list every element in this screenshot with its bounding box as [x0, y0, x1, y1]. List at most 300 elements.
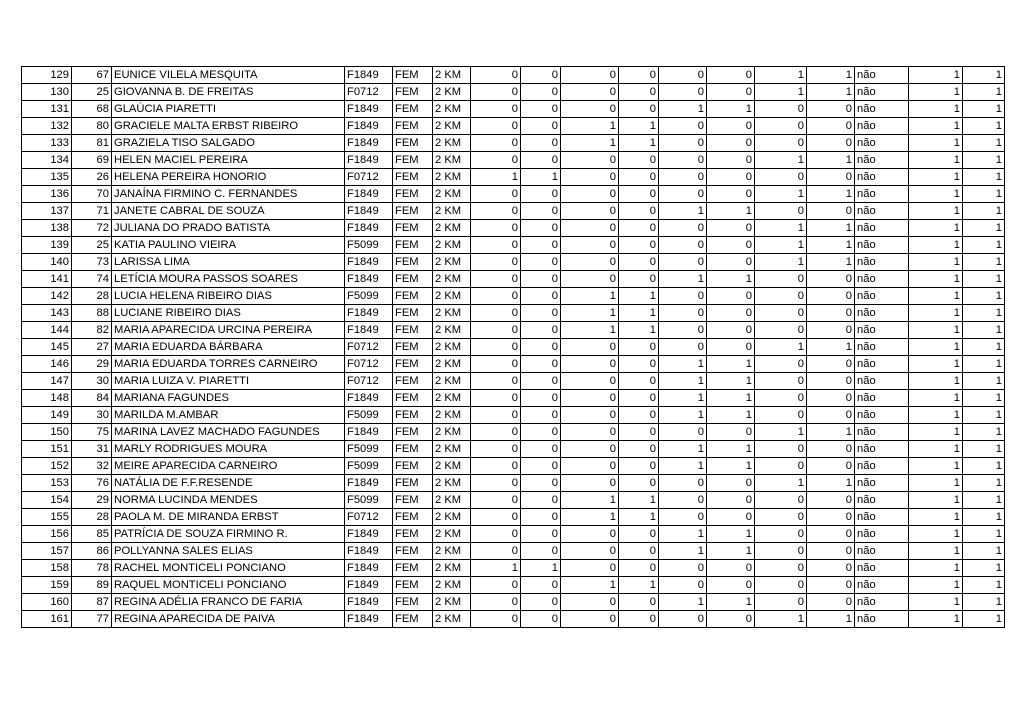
cell-sex: FEM: [393, 560, 433, 577]
cell-count-b: 1: [963, 441, 1005, 458]
cell-value-8: 0: [807, 135, 855, 152]
cell-count-a: 1: [909, 543, 963, 560]
cell-value-3: 0: [561, 543, 619, 560]
cell-bib-number: 70: [72, 186, 112, 203]
cell-count-b: 1: [963, 101, 1005, 118]
table-row: [22, 594, 1005, 611]
cell-value-7: 0: [755, 526, 807, 543]
cell-value-4: 0: [619, 186, 659, 203]
cell-value-4: 0: [619, 356, 659, 373]
table-row: [22, 458, 1005, 475]
cell-count-b: 1: [963, 560, 1005, 577]
cell-flag: não: [855, 475, 909, 492]
cell-value-6: 0: [707, 560, 755, 577]
cell-category: F1849: [345, 152, 393, 169]
cell-value-1: 0: [471, 373, 521, 390]
cell-value-1: 1: [471, 560, 521, 577]
cell-position: 160: [22, 594, 72, 611]
cell-flag: não: [855, 169, 909, 186]
cell-value-7: 0: [755, 560, 807, 577]
cell-value-7: 1: [755, 424, 807, 441]
cell-position: 136: [22, 186, 72, 203]
cell-athlete-name: KATIA PAULINO VIEIRA: [112, 237, 345, 254]
cell-sex: FEM: [393, 594, 433, 611]
cell-value-3: 0: [561, 526, 619, 543]
cell-sex: FEM: [393, 135, 433, 152]
cell-athlete-name: MARLY RODRIGUES MOURA: [112, 441, 345, 458]
cell-distance: 2 KM: [433, 543, 471, 560]
cell-value-7: 1: [755, 220, 807, 237]
cell-value-5: 0: [659, 339, 707, 356]
cell-flag: não: [855, 492, 909, 509]
cell-value-1: 0: [471, 101, 521, 118]
cell-value-2: 0: [521, 84, 561, 101]
cell-value-4: 0: [619, 152, 659, 169]
cell-category: F1849: [345, 543, 393, 560]
cell-sex: FEM: [393, 475, 433, 492]
cell-category: F0712: [345, 169, 393, 186]
cell-category: F1849: [345, 594, 393, 611]
cell-bib-number: 25: [72, 84, 112, 101]
cell-value-1: 0: [471, 186, 521, 203]
cell-category: F1849: [345, 135, 393, 152]
cell-category: F0712: [345, 84, 393, 101]
cell-position: 148: [22, 390, 72, 407]
cell-value-2: 0: [521, 305, 561, 322]
cell-flag: não: [855, 271, 909, 288]
cell-value-8: 0: [807, 322, 855, 339]
cell-value-1: 0: [471, 118, 521, 135]
cell-value-3: 0: [561, 67, 619, 84]
cell-value-5: 1: [659, 526, 707, 543]
cell-value-4: 0: [619, 101, 659, 118]
cell-value-8: 0: [807, 101, 855, 118]
cell-sex: FEM: [393, 67, 433, 84]
cell-count-a: 1: [909, 424, 963, 441]
cell-count-a: 1: [909, 101, 963, 118]
cell-value-5: 1: [659, 543, 707, 560]
cell-value-5: 0: [659, 577, 707, 594]
table-row: [22, 475, 1005, 492]
cell-value-7: 1: [755, 611, 807, 628]
cell-sex: FEM: [393, 407, 433, 424]
cell-sex: FEM: [393, 577, 433, 594]
cell-position: 159: [22, 577, 72, 594]
table-row: [22, 441, 1005, 458]
cell-value-6: 1: [707, 373, 755, 390]
cell-value-5: 0: [659, 560, 707, 577]
cell-value-1: 0: [471, 407, 521, 424]
cell-value-4: 0: [619, 169, 659, 186]
cell-value-7: 0: [755, 118, 807, 135]
cell-value-2: 0: [521, 594, 561, 611]
cell-flag: não: [855, 84, 909, 101]
cell-distance: 2 KM: [433, 458, 471, 475]
cell-value-6: 0: [707, 135, 755, 152]
cell-value-1: 0: [471, 135, 521, 152]
cell-category: F1849: [345, 220, 393, 237]
cell-flag: não: [855, 288, 909, 305]
table-row: [22, 577, 1005, 594]
cell-flag: não: [855, 509, 909, 526]
cell-athlete-name: RACHEL MONTICELI PONCIANO: [112, 560, 345, 577]
cell-value-4: 0: [619, 84, 659, 101]
cell-value-3: 0: [561, 441, 619, 458]
cell-value-8: 1: [807, 254, 855, 271]
cell-count-a: 1: [909, 577, 963, 594]
table-row: [22, 101, 1005, 118]
table-row: [22, 356, 1005, 373]
cell-position: 134: [22, 152, 72, 169]
cell-position: 150: [22, 424, 72, 441]
cell-sex: FEM: [393, 305, 433, 322]
cell-value-8: 1: [807, 339, 855, 356]
cell-count-b: 1: [963, 475, 1005, 492]
cell-position: 141: [22, 271, 72, 288]
cell-flag: não: [855, 526, 909, 543]
cell-athlete-name: HELENA PEREIRA HONORIO: [112, 169, 345, 186]
cell-value-5: 0: [659, 220, 707, 237]
cell-value-2: 0: [521, 356, 561, 373]
cell-flag: não: [855, 118, 909, 135]
cell-bib-number: 74: [72, 271, 112, 288]
cell-value-5: 1: [659, 271, 707, 288]
cell-athlete-name: MARIA EDUARDA BÁRBARA: [112, 339, 345, 356]
cell-position: 149: [22, 407, 72, 424]
cell-value-2: 0: [521, 135, 561, 152]
cell-count-a: 1: [909, 203, 963, 220]
cell-athlete-name: MARIANA FAGUNDES: [112, 390, 345, 407]
cell-value-8: 0: [807, 390, 855, 407]
cell-value-6: 0: [707, 424, 755, 441]
cell-athlete-name: PATRÍCIA DE SOUZA FIRMINO R.: [112, 526, 345, 543]
cell-flag: não: [855, 543, 909, 560]
cell-bib-number: 80: [72, 118, 112, 135]
cell-value-5: 1: [659, 407, 707, 424]
cell-position: 133: [22, 135, 72, 152]
cell-sex: FEM: [393, 186, 433, 203]
cell-sex: FEM: [393, 492, 433, 509]
cell-value-7: 0: [755, 373, 807, 390]
cell-value-8: 0: [807, 203, 855, 220]
table-row: [22, 118, 1005, 135]
cell-value-1: 0: [471, 322, 521, 339]
cell-distance: 2 KM: [433, 509, 471, 526]
cell-category: F1849: [345, 186, 393, 203]
cell-value-7: 1: [755, 339, 807, 356]
cell-value-4: 0: [619, 203, 659, 220]
cell-position: 152: [22, 458, 72, 475]
cell-bib-number: 76: [72, 475, 112, 492]
cell-flag: não: [855, 220, 909, 237]
cell-value-6: 0: [707, 67, 755, 84]
cell-athlete-name: GLAÚCIA PIARETTI: [112, 101, 345, 118]
cell-category: F1849: [345, 67, 393, 84]
table-row: [22, 203, 1005, 220]
cell-sex: FEM: [393, 339, 433, 356]
cell-position: 139: [22, 237, 72, 254]
cell-position: 137: [22, 203, 72, 220]
cell-value-3: 0: [561, 407, 619, 424]
cell-value-8: 0: [807, 526, 855, 543]
cell-value-3: 0: [561, 84, 619, 101]
cell-value-1: 0: [471, 492, 521, 509]
cell-value-7: 1: [755, 152, 807, 169]
cell-value-6: 1: [707, 390, 755, 407]
cell-category: F1849: [345, 203, 393, 220]
cell-value-5: 1: [659, 594, 707, 611]
cell-athlete-name: MARINA LAVEZ MACHADO FAGUNDES: [112, 424, 345, 441]
cell-value-5: 1: [659, 458, 707, 475]
cell-position: 140: [22, 254, 72, 271]
cell-sex: FEM: [393, 611, 433, 628]
cell-athlete-name: NORMA LUCINDA MENDES: [112, 492, 345, 509]
cell-value-5: 0: [659, 509, 707, 526]
cell-value-6: 1: [707, 356, 755, 373]
cell-value-2: 0: [521, 101, 561, 118]
cell-distance: 2 KM: [433, 492, 471, 509]
cell-value-7: 1: [755, 67, 807, 84]
cell-position: 130: [22, 84, 72, 101]
cell-value-3: 1: [561, 305, 619, 322]
cell-flag: não: [855, 458, 909, 475]
cell-count-a: 1: [909, 339, 963, 356]
cell-value-7: 0: [755, 288, 807, 305]
cell-position: 145: [22, 339, 72, 356]
cell-distance: 2 KM: [433, 203, 471, 220]
cell-value-6: 1: [707, 543, 755, 560]
cell-value-6: 1: [707, 271, 755, 288]
cell-category: F5099: [345, 441, 393, 458]
cell-value-6: 1: [707, 594, 755, 611]
cell-value-2: 0: [521, 390, 561, 407]
cell-value-6: 0: [707, 475, 755, 492]
cell-value-6: 1: [707, 526, 755, 543]
cell-value-1: 0: [471, 543, 521, 560]
cell-bib-number: 81: [72, 135, 112, 152]
cell-category: F0712: [345, 339, 393, 356]
cell-value-3: 1: [561, 577, 619, 594]
cell-athlete-name: POLLYANNA SALES ELIAS: [112, 543, 345, 560]
cell-count-a: 1: [909, 441, 963, 458]
cell-bib-number: 75: [72, 424, 112, 441]
cell-value-5: 0: [659, 322, 707, 339]
table-row: [22, 237, 1005, 254]
table-row: [22, 305, 1005, 322]
cell-value-4: 0: [619, 441, 659, 458]
cell-value-3: 0: [561, 101, 619, 118]
cell-value-3: 0: [561, 594, 619, 611]
cell-distance: 2 KM: [433, 67, 471, 84]
cell-bib-number: 28: [72, 288, 112, 305]
cell-value-2: 0: [521, 288, 561, 305]
cell-value-5: 1: [659, 203, 707, 220]
cell-value-4: 1: [619, 577, 659, 594]
cell-value-1: 0: [471, 220, 521, 237]
cell-count-b: 1: [963, 305, 1005, 322]
cell-value-7: 0: [755, 203, 807, 220]
cell-count-a: 1: [909, 288, 963, 305]
cell-bib-number: 27: [72, 339, 112, 356]
cell-distance: 2 KM: [433, 441, 471, 458]
cell-value-8: 0: [807, 509, 855, 526]
cell-athlete-name: LUCIA HELENA RIBEIRO DIAS: [112, 288, 345, 305]
cell-value-7: 0: [755, 271, 807, 288]
cell-athlete-name: HELEN MACIEL PEREIRA: [112, 152, 345, 169]
cell-distance: 2 KM: [433, 118, 471, 135]
cell-position: 129: [22, 67, 72, 84]
cell-value-8: 1: [807, 186, 855, 203]
cell-value-6: 0: [707, 509, 755, 526]
cell-count-b: 1: [963, 237, 1005, 254]
cell-value-4: 0: [619, 220, 659, 237]
cell-category: F5099: [345, 407, 393, 424]
cell-value-2: 0: [521, 526, 561, 543]
cell-distance: 2 KM: [433, 237, 471, 254]
cell-count-a: 1: [909, 356, 963, 373]
cell-value-3: 0: [561, 390, 619, 407]
cell-position: 161: [22, 611, 72, 628]
cell-value-4: 1: [619, 288, 659, 305]
cell-bib-number: 71: [72, 203, 112, 220]
cell-value-5: 1: [659, 390, 707, 407]
cell-distance: 2 KM: [433, 475, 471, 492]
cell-value-1: 0: [471, 475, 521, 492]
cell-count-b: 1: [963, 186, 1005, 203]
cell-value-1: 0: [471, 237, 521, 254]
cell-value-8: 1: [807, 220, 855, 237]
cell-count-a: 1: [909, 475, 963, 492]
cell-value-5: 1: [659, 101, 707, 118]
table-row: [22, 135, 1005, 152]
cell-value-8: 0: [807, 458, 855, 475]
cell-value-2: 0: [521, 475, 561, 492]
cell-distance: 2 KM: [433, 84, 471, 101]
cell-bib-number: 77: [72, 611, 112, 628]
cell-flag: não: [855, 407, 909, 424]
cell-category: F1849: [345, 475, 393, 492]
cell-value-6: 0: [707, 84, 755, 101]
cell-value-6: 0: [707, 118, 755, 135]
cell-category: F5099: [345, 237, 393, 254]
cell-bib-number: 73: [72, 254, 112, 271]
cell-distance: 2 KM: [433, 288, 471, 305]
cell-value-5: 0: [659, 305, 707, 322]
cell-value-4: 0: [619, 373, 659, 390]
cell-flag: não: [855, 390, 909, 407]
cell-value-4: 0: [619, 526, 659, 543]
cell-value-8: 0: [807, 407, 855, 424]
cell-value-8: 0: [807, 305, 855, 322]
cell-value-3: 0: [561, 475, 619, 492]
cell-category: F1849: [345, 271, 393, 288]
cell-distance: 2 KM: [433, 424, 471, 441]
cell-flag: não: [855, 237, 909, 254]
cell-athlete-name: GRACIELE MALTA ERBST RIBEIRO: [112, 118, 345, 135]
cell-value-1: 0: [471, 611, 521, 628]
cell-value-2: 0: [521, 509, 561, 526]
cell-value-7: 0: [755, 390, 807, 407]
cell-flag: não: [855, 305, 909, 322]
cell-value-2: 0: [521, 424, 561, 441]
cell-position: 158: [22, 560, 72, 577]
cell-value-8: 1: [807, 611, 855, 628]
cell-count-a: 1: [909, 390, 963, 407]
cell-count-b: 1: [963, 373, 1005, 390]
cell-value-6: 0: [707, 237, 755, 254]
cell-category: F1849: [345, 390, 393, 407]
cell-value-8: 1: [807, 237, 855, 254]
cell-value-3: 0: [561, 458, 619, 475]
cell-position: 135: [22, 169, 72, 186]
cell-value-7: 1: [755, 186, 807, 203]
cell-count-a: 1: [909, 118, 963, 135]
cell-flag: não: [855, 339, 909, 356]
cell-value-3: 0: [561, 373, 619, 390]
cell-value-8: 0: [807, 169, 855, 186]
cell-value-3: 1: [561, 135, 619, 152]
cell-distance: 2 KM: [433, 101, 471, 118]
cell-value-2: 0: [521, 152, 561, 169]
cell-value-5: 0: [659, 254, 707, 271]
cell-sex: FEM: [393, 458, 433, 475]
cell-value-2: 0: [521, 118, 561, 135]
cell-value-7: 0: [755, 543, 807, 560]
cell-value-5: 0: [659, 611, 707, 628]
cell-value-1: 0: [471, 271, 521, 288]
cell-flag: não: [855, 254, 909, 271]
cell-value-2: 0: [521, 339, 561, 356]
cell-distance: 2 KM: [433, 390, 471, 407]
cell-position: 154: [22, 492, 72, 509]
cell-position: 138: [22, 220, 72, 237]
cell-value-3: 0: [561, 254, 619, 271]
cell-value-5: 0: [659, 237, 707, 254]
cell-distance: 2 KM: [433, 135, 471, 152]
cell-value-6: 0: [707, 577, 755, 594]
cell-value-4: 0: [619, 475, 659, 492]
cell-value-5: 0: [659, 152, 707, 169]
cell-value-2: 0: [521, 458, 561, 475]
cell-count-a: 1: [909, 526, 963, 543]
cell-value-5: 0: [659, 492, 707, 509]
cell-value-5: 1: [659, 441, 707, 458]
cell-sex: FEM: [393, 322, 433, 339]
cell-athlete-name: GIOVANNA B. DE FREITAS: [112, 84, 345, 101]
cell-position: 142: [22, 288, 72, 305]
cell-count-b: 1: [963, 135, 1005, 152]
cell-value-7: 0: [755, 441, 807, 458]
cell-athlete-name: EUNICE VILELA MESQUITA: [112, 67, 345, 84]
cell-value-8: 1: [807, 424, 855, 441]
cell-value-5: 0: [659, 424, 707, 441]
cell-count-b: 1: [963, 84, 1005, 101]
cell-count-a: 1: [909, 458, 963, 475]
cell-count-b: 1: [963, 407, 1005, 424]
cell-value-8: 0: [807, 441, 855, 458]
cell-sex: FEM: [393, 220, 433, 237]
cell-count-a: 1: [909, 220, 963, 237]
cell-flag: não: [855, 322, 909, 339]
cell-distance: 2 KM: [433, 220, 471, 237]
cell-sex: FEM: [393, 101, 433, 118]
cell-count-b: 1: [963, 356, 1005, 373]
cell-category: F1849: [345, 254, 393, 271]
cell-flag: não: [855, 203, 909, 220]
cell-value-5: 0: [659, 118, 707, 135]
cell-count-b: 1: [963, 169, 1005, 186]
cell-category: F0712: [345, 373, 393, 390]
